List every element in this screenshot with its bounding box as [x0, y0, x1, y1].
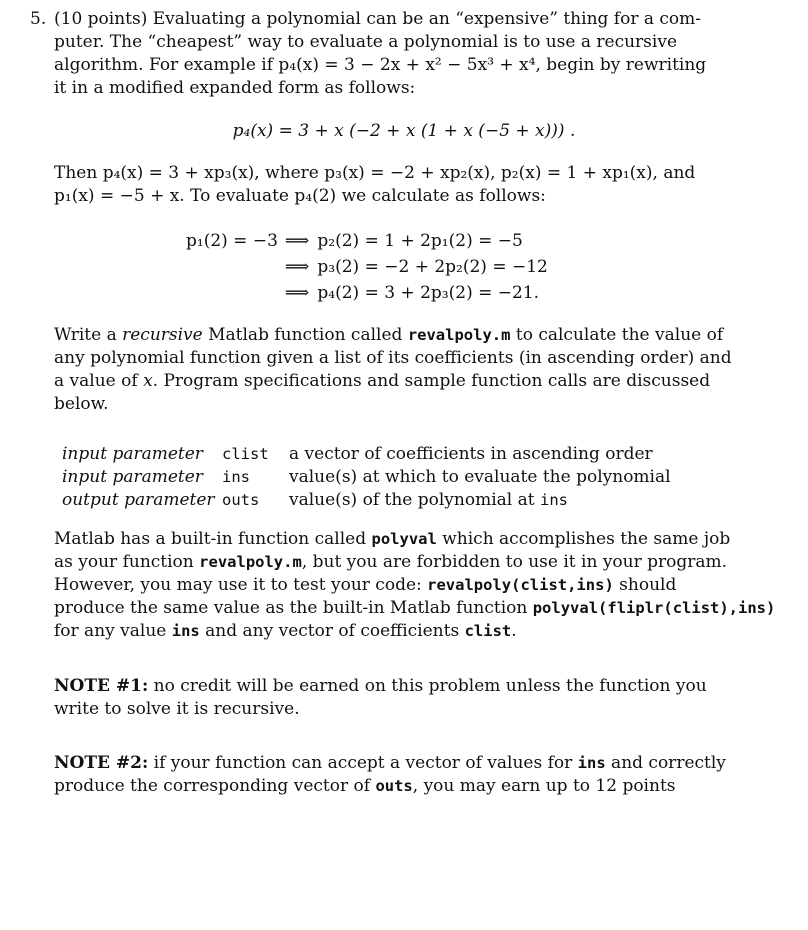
- polyval-line-4: produce the same value as the built-in Matlab function polyval(fliplr(clist),ins): [54, 598, 776, 618]
- intro-line-4: it in a modified expanded form as follows:: [54, 78, 416, 98]
- spec-table: [62, 443, 671, 512]
- note-2: [54, 752, 726, 798]
- eval-step-1: ⟹ p₂(2) = 1 + 2p₁(2) = −5: [282, 230, 523, 253]
- spec-role: output parameter: [62, 490, 215, 510]
- note-1-line-2: write to solve it is recursive.: [54, 699, 300, 719]
- spec-row: [62, 489, 671, 512]
- function-name-code: revalpoly.m: [407, 326, 511, 344]
- note-2-label: NOTE #2:: [54, 753, 149, 773]
- write-line-3: a value of x. Program specifications and sample function calls are discussed: [54, 371, 711, 391]
- implies-arrow: ⟹: [284, 231, 310, 251]
- spec-description: a vector of coefficients in ascending order: [289, 444, 653, 464]
- polyval-line-1: Matlab has a built-in function called polyval which accomplishes the same job: [54, 529, 731, 549]
- eval-step-3: ⟹ p₄(2) = 3 + 2p₃(2) = −21.: [282, 282, 539, 305]
- write-paragraph: [54, 324, 732, 416]
- spec-description: value(s) at which to evaluate the polynomial: [289, 467, 671, 487]
- note-2-line-1: NOTE #2: if your function can accept a vector of values for ins and correctly: [54, 753, 726, 773]
- spec-param-name: clist: [222, 445, 269, 463]
- spec-role: input parameter: [62, 467, 203, 487]
- spec-row: [62, 466, 671, 489]
- points-label: (10 points): [54, 9, 148, 29]
- intro-paragraph: [54, 8, 707, 100]
- polyval-paragraph: [54, 528, 776, 643]
- polyval-line-2: as your function revalpoly.m, but you are forbidden to use it in your program.: [54, 552, 728, 572]
- implies-arrow: ⟹: [284, 257, 310, 277]
- polyval-line-5: for any value ins and any vector of coefficients clist.: [54, 621, 517, 641]
- intro-line-3: algorithm. For example if p₄(x) = 3 − 2x + x² − 5x³ + x⁴, begin by rewriting: [54, 55, 707, 75]
- note-2-line-2: produce the corresponding vector of outs, you may earn up to 12 points: [54, 776, 676, 796]
- write-line-2: any polynomial function given a list of its coefficients (in ascending order) and: [54, 348, 732, 368]
- note-1: [54, 675, 707, 721]
- polyval-line-3: However, you may use it to test your code: revalpoly(clist,ins) should: [54, 575, 677, 595]
- note-1-line-1: NOTE #1: no credit will be earned on this problem unless the function you: [54, 676, 707, 696]
- spec-param-name: ins: [222, 468, 250, 486]
- eval-step-lhs: p₁(2) = −3: [186, 231, 278, 251]
- write-line-4: below.: [54, 394, 109, 414]
- note-1-label: NOTE #1:: [54, 676, 149, 696]
- problem-number: 5.: [30, 9, 47, 29]
- then-line-1: Then p₄(x) = 3 + xp₃(x), where p₃(x) = −2 + xp₂(x), p₂(x) = 1 + xp₁(x), and: [54, 163, 696, 183]
- spec-row: [62, 443, 671, 466]
- eval-step-2: ⟹ p₃(2) = −2 + 2p₂(2) = −12: [282, 256, 548, 279]
- spec-description: value(s) of the polynomial at ins: [289, 490, 568, 510]
- nested-form-equation: p₄(x) = 3 + x (−2 + x (1 + x (−5 + x))) .: [232, 121, 576, 141]
- spec-role: input parameter: [62, 444, 203, 464]
- then-line-2: p₁(x) = −5 + x. To evaluate p₄(2) we calculate as follows:: [54, 186, 546, 206]
- recursive-emphasis: recursive: [122, 325, 203, 345]
- intro-line-2: puter. The “cheapest” way to evaluate a polynomial is to use a recursive: [54, 32, 678, 52]
- implies-arrow: ⟹: [284, 283, 310, 303]
- write-line-1: Write a recursive Matlab function called revalpoly.m to calculate the value of: [54, 325, 724, 345]
- spec-param-name: outs: [222, 491, 260, 509]
- intro-line-1: (10 points) Evaluating a polynomial can be an “expensive” thing for a com-: [54, 9, 702, 29]
- then-paragraph: [54, 162, 696, 208]
